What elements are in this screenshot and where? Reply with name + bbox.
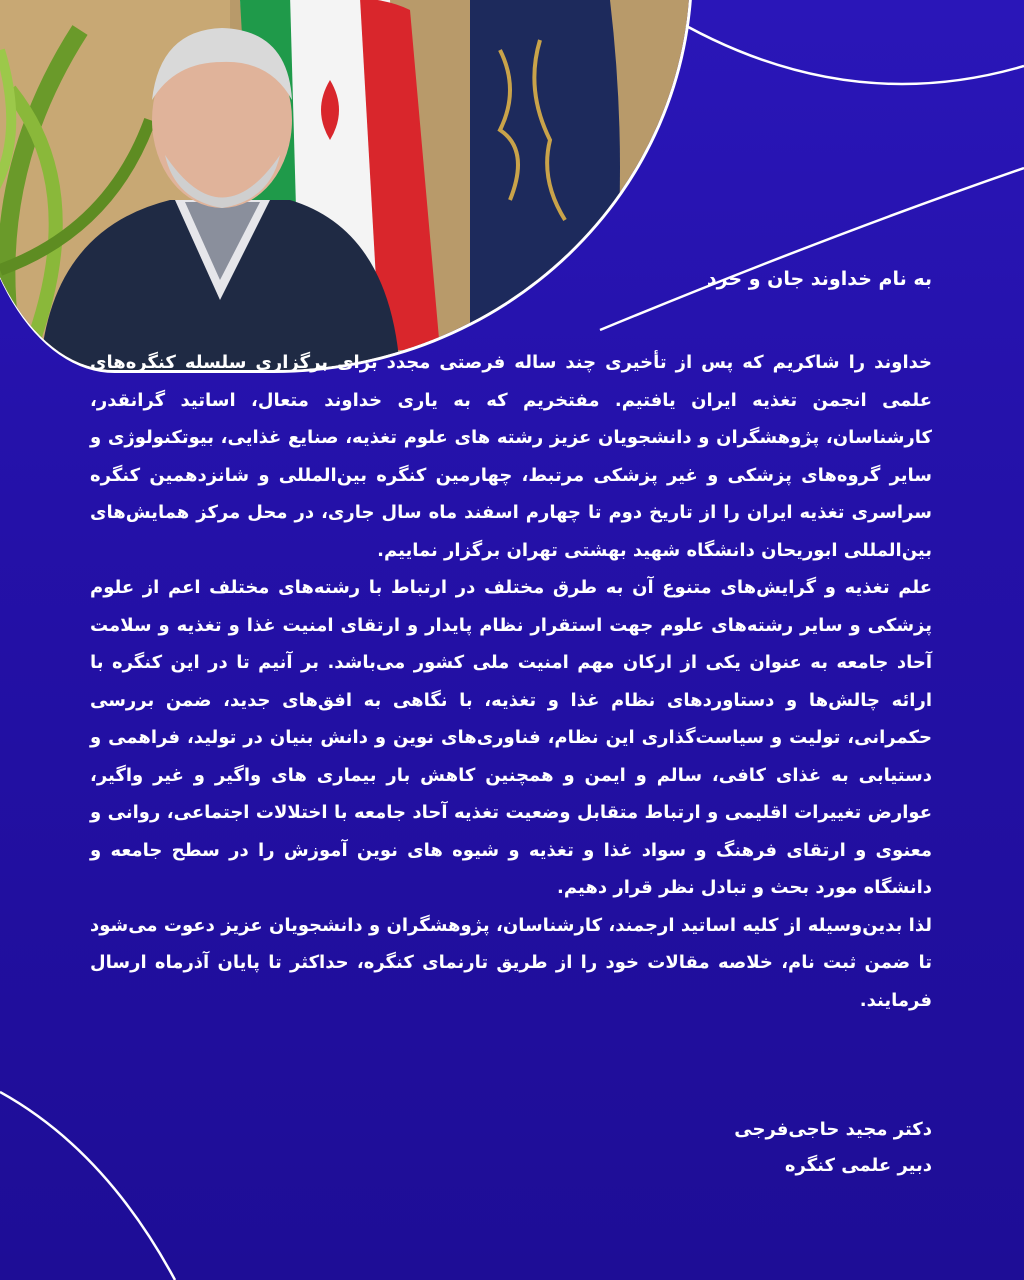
portrait-photo bbox=[0, 0, 693, 373]
arc-top-right-1 bbox=[662, 12, 1024, 84]
banner-icon bbox=[470, 0, 620, 350]
signature-block bbox=[734, 1112, 932, 1184]
invocation-heading: به نام خداوند جان و خرد bbox=[706, 268, 932, 290]
paragraph-intro: خداوند را شاکریم که پس از تأخیری چند ساله فرصتی مجدد برای برگزاری سلسله کنگره‌های علمی انجمن تغذیه ایران یافتیم. مفتخریم که به یاری خداوند متعال، اساتید گرانقدر، کارشناسان، پژوهشگران و دانشجویان عزیز رشته های علوم تغذیه، صنایع غذایی، بیوتکنولوژی و سایر گروه‌های پزشکی و غیر پزشکی مرتبط، چهارمین کنگره بین‌المللی و شانزدهمین کنگره سراسری تغذیه ایران را از تاریخ دوم تا چهارم اسفند ماه سال جاری، در محل مرکز همایش‌های بین‌المللی ابوریحان دانشگاه شهید بهشتی تهران برگزار نماییم. bbox=[90, 352, 932, 561]
paragraph-invitation: لذا بدین‌وسیله از کلیه اساتید ارجمند، کارشناسان، پژوهشگران و دانشجویان عزیز دعوت می‌شود تا ضمن ثبت نام، خلاصه مقالات خود را از طریق تارنمای کنگره، حداکثر تا پایان آذرماه ارسال فرمایند. bbox=[90, 914, 932, 1011]
signature-title: دبیر علمی کنگره bbox=[784, 1155, 932, 1176]
letter-body bbox=[90, 344, 932, 1019]
portrait-illustration bbox=[0, 0, 690, 370]
arc-bottom-left bbox=[0, 1092, 175, 1280]
signature-name: دکتر مجید حاجی‌فرجی bbox=[734, 1119, 932, 1140]
paragraph-goals: علم تغذیه و گرایش‌های متنوع آن به طرق مختلف در ارتباط با رشته‌های مختلف اعم از علوم پزشکی و سایر رشته‌های علوم جهت استقرار نظام پایدار و ارتقای امنیت غذا و تغذیه و سلامت آحاد جامعه به عنوان یکی از ارکان مهم امنیت ملی کشور می‌باشد. بر آنیم تا در این کنگره با ارائه چالش‌ها و دستاوردهای نظام غذا و تغذیه، با نگاهی به افق‌های جدید، ضمن بررسی حکمرانی، تولیت و سیاست‌گذاری این نظام، فناوری‌های نوین و دانش بنیان در تولید، فراهمی و دستیابی به غذای کافی، سالم و ایمن و همچنین کاهش بار بیماری های واگیر و غیر واگیر، عوارض تغییرات اقلیمی و ارتباط متقابل وضعیت تغذیه آحاد جامعه با اختلالات اجتماعی، روانی و معنوی و ارتقای فرهنگ و سواد غذا و تغذیه و شیوه های نوین آموزش را در سطح جامعه و دانشگاه مورد بحث و تبادل نظر قرار دهیم. bbox=[90, 577, 932, 898]
